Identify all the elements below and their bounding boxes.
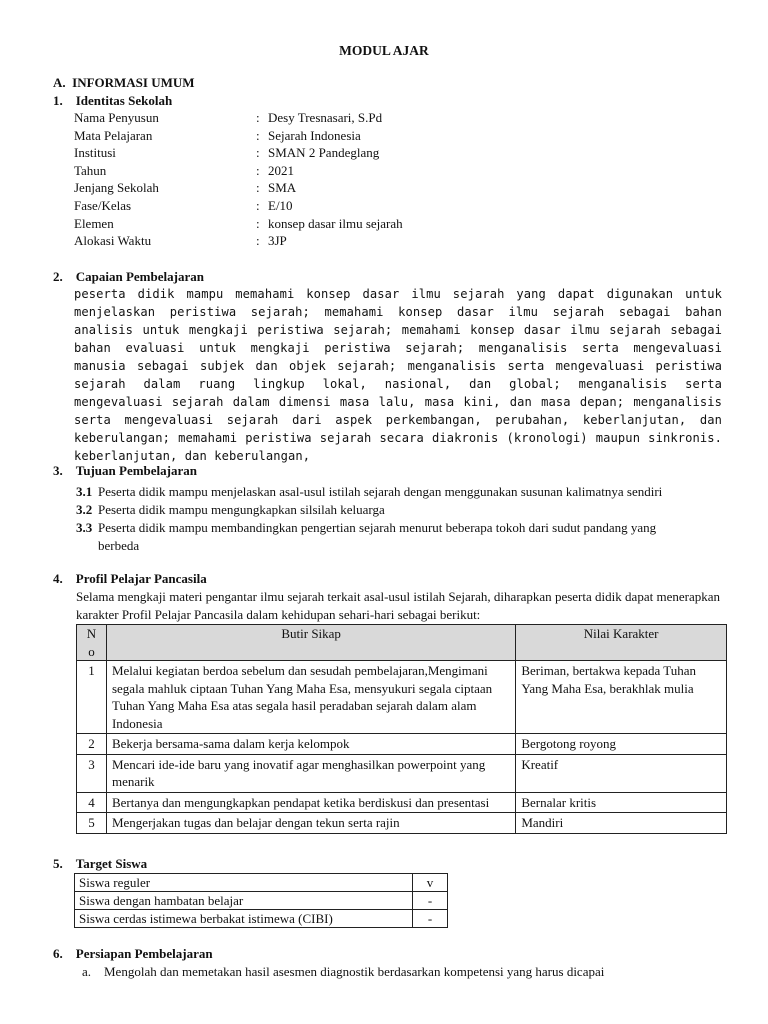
target-table xyxy=(74,873,448,928)
identitas-heading: 1. Identitas Sekolah xyxy=(53,93,173,108)
table-header-nilai-karakter: Nilai Karakter xyxy=(516,625,727,661)
table-cell-sikap: Mencari ide-ide baru yang inovatif agar menghasilkan powerpoint yang menarik xyxy=(106,754,515,792)
persiapan-text: Mengolah dan memetakan hasil asesmen diagnostik berdasarkan kompetensi yang harus dicapai xyxy=(104,964,605,979)
table-row xyxy=(77,813,727,834)
table-cell-nilai: Bernalar kritis xyxy=(516,792,727,813)
tujuan-number: 3.3 xyxy=(76,520,93,535)
table-header-butir-sikap: Butir Sikap xyxy=(106,625,515,661)
identitas-colon: : xyxy=(256,110,260,125)
target-heading: 5. Target Siswa xyxy=(53,856,148,871)
identitas-colon: : xyxy=(256,233,260,249)
tujuan-heading: 3. Tujuan Pembelajaran xyxy=(53,463,197,478)
table-cell-sikap: Melalui kegiatan berdoa sebelum dan sesudah pembelajaran,Mengimani segala mahluk ciptaan Tuhan Yang Maha Esa, mensyukuri segala ciptaan Tuhan Yang Maha Esa atas segala hasil peradaban sejarah dalam alam Indonesia xyxy=(106,661,515,734)
identitas-label: Elemen xyxy=(74,215,114,231)
table-row xyxy=(77,734,727,755)
target-label: Siswa dengan hambatan belajar xyxy=(75,892,413,910)
identitas-colon: : xyxy=(256,127,260,143)
identitas-label: Institusi xyxy=(74,145,116,161)
target-mark: v xyxy=(413,874,448,892)
target-row xyxy=(75,874,448,892)
persiapan-heading: 6. Persiapan Pembelajaran xyxy=(53,946,213,961)
identitas-colon: : xyxy=(256,180,260,196)
identitas-colon: : xyxy=(256,198,260,213)
identitas-value: konsep dasar ilmu sejarah xyxy=(268,215,403,231)
identitas-value: Desy Tresnasari, S.Pd xyxy=(268,110,383,125)
document-title: MODUL AJAR xyxy=(339,43,429,58)
target-mark: - xyxy=(413,910,448,928)
identitas-value: 3JP xyxy=(268,233,287,249)
tujuan-number: 3.2 xyxy=(76,502,93,517)
profil-heading: 4. Profil Pelajar Pancasila xyxy=(53,571,207,586)
identitas-value: SMA xyxy=(268,180,297,196)
identitas-colon: : xyxy=(256,162,260,178)
table-cell-sikap: Bertanya dan mengungkapkan pendapat ketika berdiskusi dan presentasi xyxy=(106,792,515,813)
tujuan-text: Peserta didik mampu mengungkapkan silsilah keluarga xyxy=(98,502,385,517)
capaian-heading: 2. Capaian Pembelajaran xyxy=(53,269,204,284)
profil-intro: Selama mengkaji materi pengantar ilmu sejarah terkait asal-usul istilah Sejarah, diharapkan peserta didik dapat menerapkan karakter Profil Pelajar Pancasila dalam kehidupan sehari-hari sebagai berikut: xyxy=(76,589,720,622)
identitas-value: SMAN 2 Pandeglang xyxy=(268,145,380,161)
table-cell-sikap: Bekerja bersama-sama dalam kerja kelompok xyxy=(106,734,515,755)
profil-table xyxy=(76,624,727,834)
table-cell-nilai: Kreatif xyxy=(516,754,727,792)
table-cell-nilai: Beriman, bertakwa kepada Tuhan Yang Maha Esa, berakhlak mulia xyxy=(516,661,727,734)
target-row xyxy=(75,910,448,928)
identitas-value: E/10 xyxy=(268,198,293,213)
tujuan-text: Peserta didik mampu membandingkan pengertian sejarah menurut beberapa tokoh dari sudut pandang yang xyxy=(98,520,657,535)
tujuan-number: 3.1 xyxy=(76,484,93,499)
target-mark: - xyxy=(413,892,448,910)
table-cell-no: 3 xyxy=(77,754,107,792)
table-cell-no: 5 xyxy=(77,813,107,834)
table-row xyxy=(77,754,727,792)
table-cell-sikap: Mengerjakan tugas dan belajar dengan tekun serta rajin xyxy=(106,813,515,834)
identitas-label: Fase/Kelas xyxy=(74,198,132,213)
tujuan-text: Peserta didik mampu menjelaskan asal-usul istilah sejarah dengan menggunakan susunan kalimatnya sendiri xyxy=(98,484,663,499)
table-cell-no: 2 xyxy=(77,734,107,755)
target-label: Siswa cerdas istimewa berbakat istimewa (CIBI) xyxy=(75,910,413,928)
table-cell-nilai: Bergotong royong xyxy=(516,734,727,755)
identitas-label: Mata Pelajaran xyxy=(74,127,153,143)
identitas-label: Alokasi Waktu xyxy=(74,233,152,249)
section-heading-informasi-umum: A. INFORMASI UMUM xyxy=(53,75,195,90)
target-row xyxy=(75,892,448,910)
identitas-colon: : xyxy=(256,215,260,231)
persiapan-marker: a. xyxy=(82,964,92,979)
identitas-value: 2021 xyxy=(268,162,294,178)
table-row xyxy=(77,792,727,813)
capaian-text: peserta didik mampu memahami konsep dasar ilmu sejarah yang dapat digunakan untuk menjelaskan peristiwa sejarah; memahami konsep dasar ilmu sejarah sebagai bahan analisis untuk mengkaji peristiwa sejarah; memahami konsep dasar ilmu sejarah sebagai bahan evaluasi untuk mengkaji peristiwa sejarah; menganalisis serta mengevaluasi manusia sebagai subjek dan objek sejarah; menganalisis serta mengevaluasi peristiwa sejarah dalam ruang lingkup lokal, nasional, dan global; menganalisis serta mengevaluasi sejarah dalam dimensi masa lalu, masa kini, dan masa depan; menganalisis serta mengevaluasi sejarah dari aspek perkembangan, perubahan, keberlanjutan, dan keberulangan; memahami peristiwa sejarah secara diakronis (kronologi) maupun sinkronis. keberlanjutan, dan keberulangan, xyxy=(74,287,722,463)
identitas-label: Tahun xyxy=(74,162,107,178)
identitas-label: Jenjang Sekolah xyxy=(74,180,159,196)
identitas-value: Sejarah Indonesia xyxy=(268,127,361,143)
target-label: Siswa reguler xyxy=(75,874,413,892)
table-row xyxy=(77,661,727,734)
table-cell-no: 4 xyxy=(77,792,107,813)
table-cell-nilai: Mandiri xyxy=(516,813,727,834)
tujuan-text: berbeda xyxy=(98,538,140,553)
table-header-no: N o xyxy=(77,625,107,661)
table-cell-no: 1 xyxy=(77,661,107,734)
identitas-colon: : xyxy=(256,145,260,161)
identitas-label: Nama Penyusun xyxy=(74,110,159,125)
